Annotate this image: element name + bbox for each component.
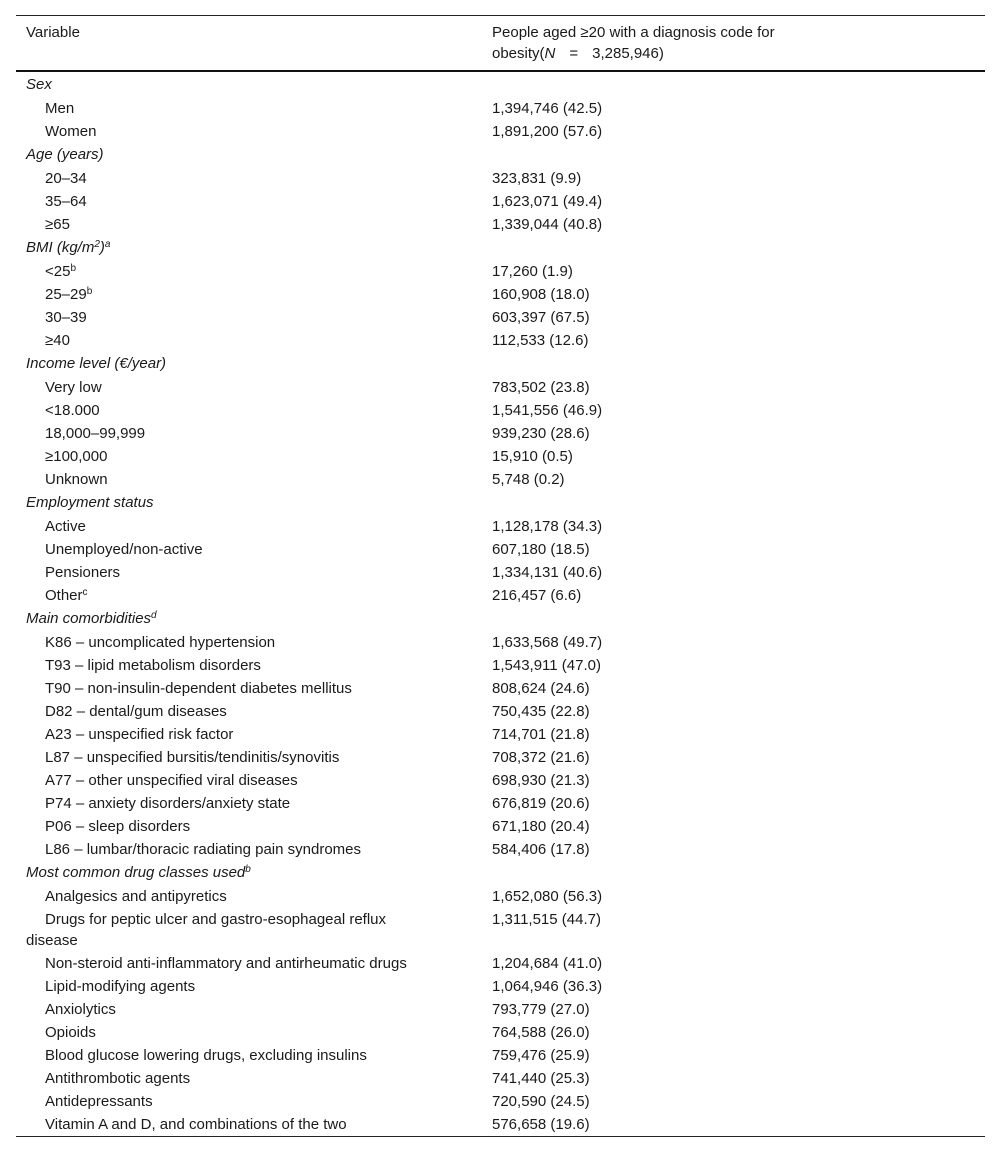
row-label (16, 769, 492, 792)
row-label (16, 538, 492, 561)
table-row (16, 975, 985, 998)
table-row (16, 838, 985, 861)
header-value-line2 (492, 43, 985, 64)
row-value: 750,435 (22.8) (492, 703, 590, 720)
row-label-text: 25–29 (45, 286, 87, 303)
row-label (16, 561, 492, 584)
row-label (16, 677, 492, 700)
header-value (492, 22, 985, 64)
row-label-text: Pensioners (45, 564, 121, 581)
row-label-text: Blood glucose lowering drugs, excluding insulins (45, 1047, 367, 1064)
row-value: 160,908 (18.0) (492, 286, 590, 303)
row-value: 1,652,080 (56.3) (492, 888, 603, 905)
row-value: 676,819 (20.6) (492, 795, 590, 812)
table-header (16, 16, 985, 70)
row-label-text: Active (45, 518, 86, 535)
table-row (16, 885, 985, 908)
row-label (16, 838, 492, 861)
row-label (16, 1044, 492, 1067)
row-value: 1,623,071 (49.4) (492, 193, 603, 210)
row-label-continuation: disease (26, 932, 78, 949)
row-footnote-marker: b (70, 263, 77, 274)
row-label (16, 975, 492, 998)
section-header-row (16, 352, 985, 376)
table-row (16, 422, 985, 445)
row-label (16, 468, 492, 491)
row-label-text: Lipid-modifying agents (45, 978, 196, 995)
table-row (16, 515, 985, 538)
row-label (16, 1067, 492, 1090)
section-title-text: Most common drug classes used (26, 864, 246, 881)
table-row (16, 306, 985, 329)
row-label (16, 1113, 492, 1136)
section-header-row (16, 861, 985, 885)
section-header-row (16, 236, 985, 260)
row-label-text: P06 – sleep disorders (45, 818, 191, 835)
table-row (16, 120, 985, 143)
header-equals: = (569, 45, 579, 62)
row-label-text: Unknown (45, 471, 108, 488)
section-title (16, 607, 492, 631)
table-row (16, 952, 985, 975)
row-label (16, 445, 492, 468)
row-value: 1,128,178 (34.3) (492, 518, 603, 535)
row-label (16, 399, 492, 422)
row-value: 671,180 (20.4) (492, 818, 590, 835)
row-label-text: ≥100,000 (45, 448, 108, 465)
table-row (16, 468, 985, 491)
row-label-text: Anxiolytics (45, 1001, 116, 1018)
row-label-text: Opioids (45, 1024, 96, 1041)
section-title-text: Employment status (26, 494, 154, 511)
row-label (16, 260, 492, 283)
row-label (16, 190, 492, 213)
section-value-empty (492, 352, 985, 376)
section-value-empty (492, 236, 985, 260)
row-label-text: ≥40 (45, 332, 70, 349)
row-value: 1,339,044 (40.8) (492, 216, 603, 233)
row-label (16, 422, 492, 445)
row-value: 808,624 (24.6) (492, 680, 590, 697)
section-header-row (16, 143, 985, 167)
row-value: 1,334,131 (40.6) (492, 564, 603, 581)
section-header-row (16, 73, 985, 97)
header-value-line1: People aged ≥20 with a diagnosis code for (492, 24, 775, 41)
section-title-exponent: 2 (94, 239, 100, 250)
header-n-symbol: N (544, 45, 556, 62)
row-value: 17,260 (1.9) (492, 263, 573, 280)
row-label (16, 700, 492, 723)
section-footnote-marker: b (245, 864, 251, 875)
row-value: 112,533 (12.6) (492, 332, 589, 349)
row-value: 1,311,515 (44.7) (492, 911, 601, 928)
table-row (16, 213, 985, 236)
row-label (16, 654, 492, 677)
header-n-value: 3,285,946) (592, 45, 664, 62)
row-label (16, 515, 492, 538)
section-title (16, 491, 492, 515)
table-row (16, 815, 985, 838)
table-row (16, 97, 985, 120)
table-row (16, 769, 985, 792)
row-label (16, 631, 492, 654)
row-label (16, 1021, 492, 1044)
row-value: 216,457 (6.6) (492, 587, 582, 604)
table-row (16, 792, 985, 815)
row-value: 1,633,568 (49.7) (492, 634, 603, 651)
row-value: 1,064,946 (36.3) (492, 978, 603, 995)
table-row (16, 1067, 985, 1090)
section-title (16, 861, 492, 885)
row-label-text: Women (45, 123, 97, 140)
row-value: 783,502 (23.8) (492, 379, 590, 396)
row-label-text: Vitamin A and D, and combinations of the two (45, 1116, 347, 1133)
row-value: 323,831 (9.9) (492, 170, 582, 187)
section-title (16, 143, 492, 167)
row-value: 759,476 (25.9) (492, 1047, 590, 1064)
table-row (16, 677, 985, 700)
header-variable: Variable (26, 24, 80, 41)
row-value: 708,372 (21.6) (492, 749, 590, 766)
row-footnote-marker: c (82, 587, 88, 598)
row-label-text: L87 – unspecified bursitis/tendinitis/synovitis (45, 749, 340, 766)
row-label (16, 97, 492, 120)
row-label (16, 885, 492, 908)
row-label-text: A77 – other unspecified viral diseases (45, 772, 298, 789)
row-label (16, 952, 492, 975)
row-label-text: Men (45, 100, 75, 117)
table-row (16, 260, 985, 283)
table-row (16, 376, 985, 399)
row-label-text: D82 – dental/gum diseases (45, 703, 227, 720)
row-label-text: A23 – unspecified risk factor (45, 726, 234, 743)
table-row (16, 1044, 985, 1067)
table-row (16, 746, 985, 769)
section-value-empty (492, 143, 985, 167)
section-footnote-marker: d (151, 610, 157, 621)
row-label (16, 283, 492, 306)
row-value: 714,701 (21.8) (492, 726, 590, 743)
row-label (16, 792, 492, 815)
row-label-text: P74 – anxiety disorders/anxiety state (45, 795, 291, 812)
section-value-empty (492, 73, 985, 97)
row-label-text: T90 – non-insulin-dependent diabetes mellitus (45, 680, 352, 697)
row-value: 793,779 (27.0) (492, 1001, 590, 1018)
section-title-suffix: ) (99, 239, 105, 256)
table-row (16, 700, 985, 723)
row-label (16, 1090, 492, 1113)
table-row (16, 998, 985, 1021)
row-value: 1,891,200 (57.6) (492, 123, 603, 140)
row-label (16, 908, 492, 952)
section-title-text: Sex (26, 76, 52, 93)
table-body (16, 72, 985, 1136)
row-label (16, 723, 492, 746)
row-label-text: ≥65 (45, 216, 70, 233)
row-value: 741,440 (25.3) (492, 1070, 590, 1087)
table-row (16, 329, 985, 352)
section-value-empty (492, 861, 985, 885)
row-value: 1,394,746 (42.5) (492, 100, 603, 117)
row-label (16, 376, 492, 399)
row-label-text: Antithrombotic agents (45, 1070, 191, 1087)
row-value: 764,588 (26.0) (492, 1024, 590, 1041)
row-value: 698,930 (21.3) (492, 772, 590, 789)
characteristics-table (16, 15, 985, 1137)
row-label-text: <25 (45, 263, 71, 280)
table-bottom-rule (16, 1136, 985, 1137)
row-label (16, 306, 492, 329)
row-footnote-marker: b (86, 286, 93, 297)
row-label-text: 20–34 (45, 170, 87, 187)
row-value: 603,397 (67.5) (492, 309, 590, 326)
table-row (16, 723, 985, 746)
row-label-text: Very low (45, 379, 102, 396)
row-label-text: K86 – uncomplicated hypertension (45, 634, 276, 651)
section-header-row (16, 607, 985, 631)
table-row (16, 399, 985, 422)
row-value: 5,748 (0.2) (492, 471, 565, 488)
table-row (16, 538, 985, 561)
section-title-text: Age (years) (26, 146, 104, 163)
header-value-prefix: obesity( (492, 45, 545, 62)
row-value: 1,204,684 (41.0) (492, 955, 603, 972)
row-value: 939,230 (28.6) (492, 425, 590, 442)
table-row (16, 1021, 985, 1044)
row-label-text: 35–64 (45, 193, 87, 210)
row-label (16, 815, 492, 838)
row-label-text: Unemployed/non-active (45, 541, 203, 558)
row-label-text: 18,000–99,999 (45, 425, 146, 442)
row-value: 720,590 (24.5) (492, 1093, 590, 1110)
table-row (16, 167, 985, 190)
row-value: 576,658 (19.6) (492, 1116, 590, 1133)
table-row (16, 654, 985, 677)
section-title (16, 236, 492, 260)
row-label-text: 30–39 (45, 309, 87, 326)
row-label-text: Drugs for peptic ulcer and gastro-esophageal reflux (45, 911, 387, 928)
row-label (16, 120, 492, 143)
section-title-text: Main comorbidities (26, 610, 152, 627)
row-label (16, 746, 492, 769)
table-row (16, 908, 985, 952)
row-label (16, 329, 492, 352)
table-row (16, 283, 985, 306)
row-label (16, 213, 492, 236)
table-row (16, 1113, 985, 1136)
row-value: 607,180 (18.5) (492, 541, 590, 558)
row-label (16, 584, 492, 607)
row-label-text: Analgesics and antipyretics (45, 888, 227, 905)
section-title (16, 352, 492, 376)
section-title-text: BMI (kg/m (26, 239, 95, 256)
row-label-text: <18.000 (45, 402, 100, 419)
row-label-text: T93 – lipid metabolism disorders (45, 657, 261, 674)
row-label-text: Antidepressants (45, 1093, 153, 1110)
row-value: 584,406 (17.8) (492, 841, 590, 858)
row-label (16, 167, 492, 190)
table-row (16, 1090, 985, 1113)
section-value-empty (492, 607, 985, 631)
row-label (16, 998, 492, 1021)
table-row (16, 445, 985, 468)
row-value: 1,543,911 (47.0) (492, 657, 601, 674)
section-value-empty (492, 491, 985, 515)
section-footnote-marker: a (104, 239, 111, 250)
row-label-text: L86 – lumbar/thoracic radiating pain syndromes (45, 841, 362, 858)
row-label-text: Other (45, 587, 83, 604)
table-row (16, 584, 985, 607)
row-value: 15,910 (0.5) (492, 448, 573, 465)
row-label-text: Non-steroid anti-inflammatory and antirheumatic drugs (45, 955, 407, 972)
table-row (16, 561, 985, 584)
section-title-text: Income level (€/year) (26, 355, 167, 372)
section-header-row (16, 491, 985, 515)
table-row (16, 631, 985, 654)
row-value: 1,541,556 (46.9) (492, 402, 603, 419)
section-title (16, 73, 492, 97)
table-row (16, 190, 985, 213)
